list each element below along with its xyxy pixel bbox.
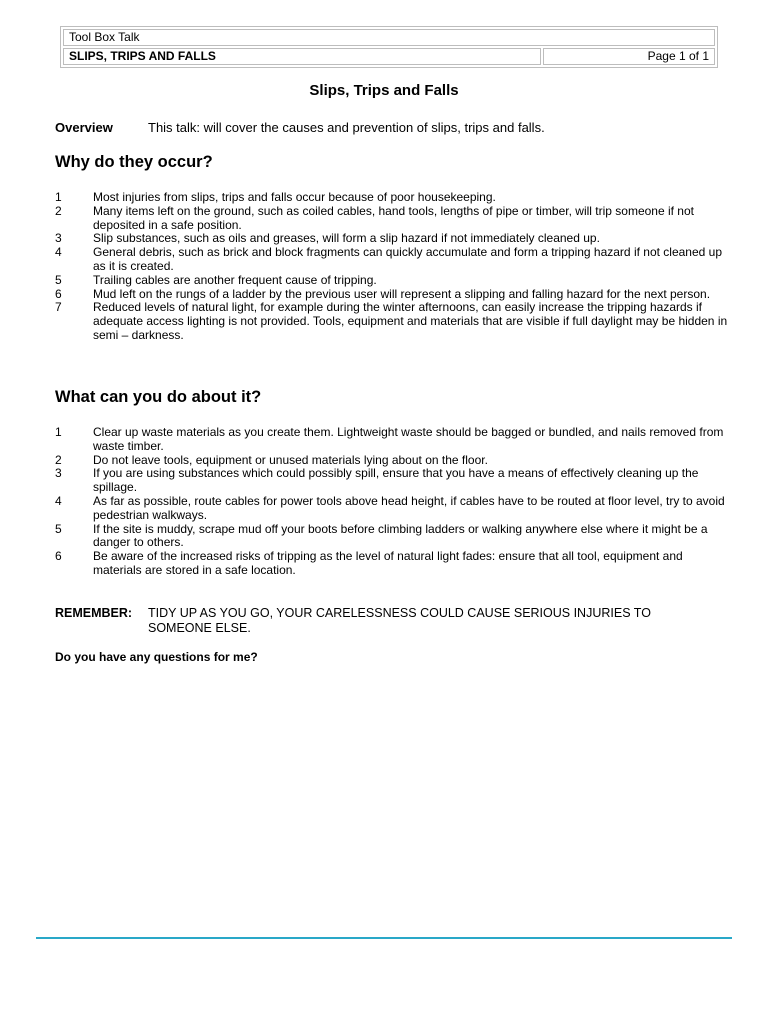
document-header	[60, 26, 718, 68]
list-item	[55, 205, 731, 233]
list-item-number: 4	[55, 493, 62, 508]
list-item-number: 1	[55, 425, 62, 439]
list-item-number: 6	[55, 549, 62, 564]
list-item-number: 2	[55, 203, 62, 218]
why-heading: Why do they occur?	[55, 153, 213, 171]
list-item-text: General debris, such as brick and block fragments can quickly accumulate and form a tripping hazard if not cleaned up as it is created.	[93, 245, 723, 273]
what-list	[55, 426, 731, 578]
list-item	[55, 454, 731, 468]
doc-subject: SLIPS, TRIPS AND FALLS	[63, 48, 541, 65]
footer-divider	[36, 937, 732, 939]
list-item-number: 7	[55, 300, 62, 315]
overview-label: Overview	[55, 120, 113, 135]
list-item-number: 3	[55, 466, 62, 481]
list-item	[55, 426, 731, 454]
list-item-text: Most injuries from slips, trips and falls occur because of poor housekeeping.	[93, 190, 496, 204]
remember-note	[55, 606, 735, 636]
list-item	[55, 523, 731, 551]
doc-type-label: Tool Box Talk	[63, 29, 715, 46]
list-item-text: If the site is muddy, scrape mud off your boots before climbing ladders or walking anywhere else where it might be a danger to others.	[93, 521, 708, 550]
overview-row	[55, 120, 735, 136]
list-item	[55, 288, 731, 302]
remember-text: TIDY UP AS YOU GO, YOUR CARELESSNESS COULD CAUSE SERIOUS INJURIES TO SOMEONE ELSE.	[148, 606, 651, 635]
what-heading: What can you do about it?	[55, 388, 262, 406]
page-title: Slips, Trips and Falls	[309, 82, 459, 99]
list-item-number: 6	[55, 286, 62, 301]
list-item-text: Clear up waste materials as you create them. Lightweight waste should be bagged or bundled, and nails removed from waste timber.	[93, 425, 724, 453]
list-item	[55, 274, 731, 288]
list-item-text: Trailing cables are another frequent cause of tripping.	[93, 272, 377, 287]
list-item-text: As far as possible, route cables for power tools above head height, if cables have to be routed at floor level, try to avoid pedestrian walkways.	[93, 493, 725, 522]
list-item-text: Be aware of the increased risks of tripping as the level of natural light fades: ensure that all tool, equipment and materials are stored in a safe location.	[93, 549, 683, 577]
list-item	[55, 191, 731, 205]
list-item	[55, 550, 731, 578]
list-item-text: If you are using substances which could possibly spill, ensure that you have a means of effectively cleaning up the spillage.	[93, 466, 699, 495]
list-item-number: 1	[55, 190, 62, 204]
why-list	[55, 191, 731, 343]
list-item	[55, 246, 731, 274]
list-item-number: 3	[55, 231, 62, 246]
header-subject-row	[63, 48, 715, 65]
list-item	[55, 495, 731, 523]
list-item-text: Slip substances, such as oils and greases, will form a slip hazard if not immediately cleaned up.	[93, 231, 600, 246]
list-item-text: Reduced levels of natural light, for example during the winter afternoons, can easily increase the tripping hazards if adequate access lighting is not provided. Tools, equipment and materials that are visible if full daylight may be hidden in semi – darkness.	[93, 300, 728, 342]
list-item-number: 2	[55, 452, 62, 467]
list-item-text: Mud left on the rungs of a ladder by the previous user will represent a slipping and falling hazard for the next person.	[93, 286, 711, 301]
list-item	[55, 467, 731, 495]
closing-question: Do you have any questions for me?	[55, 650, 258, 664]
list-item-text: Do not leave tools, equipment or unused materials lying about on the floor.	[93, 452, 488, 467]
list-item-number: 5	[55, 521, 62, 536]
overview-text: This talk: will cover the causes and prevention of slips, trips and falls.	[148, 120, 545, 135]
page-number: Page 1 of 1	[543, 48, 715, 65]
remember-label: REMEMBER:	[55, 606, 133, 620]
list-item-number: 4	[55, 245, 62, 260]
list-item-number: 5	[55, 272, 62, 287]
list-item-text: Many items left on the ground, such as coiled cables, hand tools, lengths of pipe or timber, will trip someone if not deposited in a safe position.	[93, 203, 694, 232]
list-item	[55, 232, 731, 246]
list-item	[55, 301, 731, 342]
